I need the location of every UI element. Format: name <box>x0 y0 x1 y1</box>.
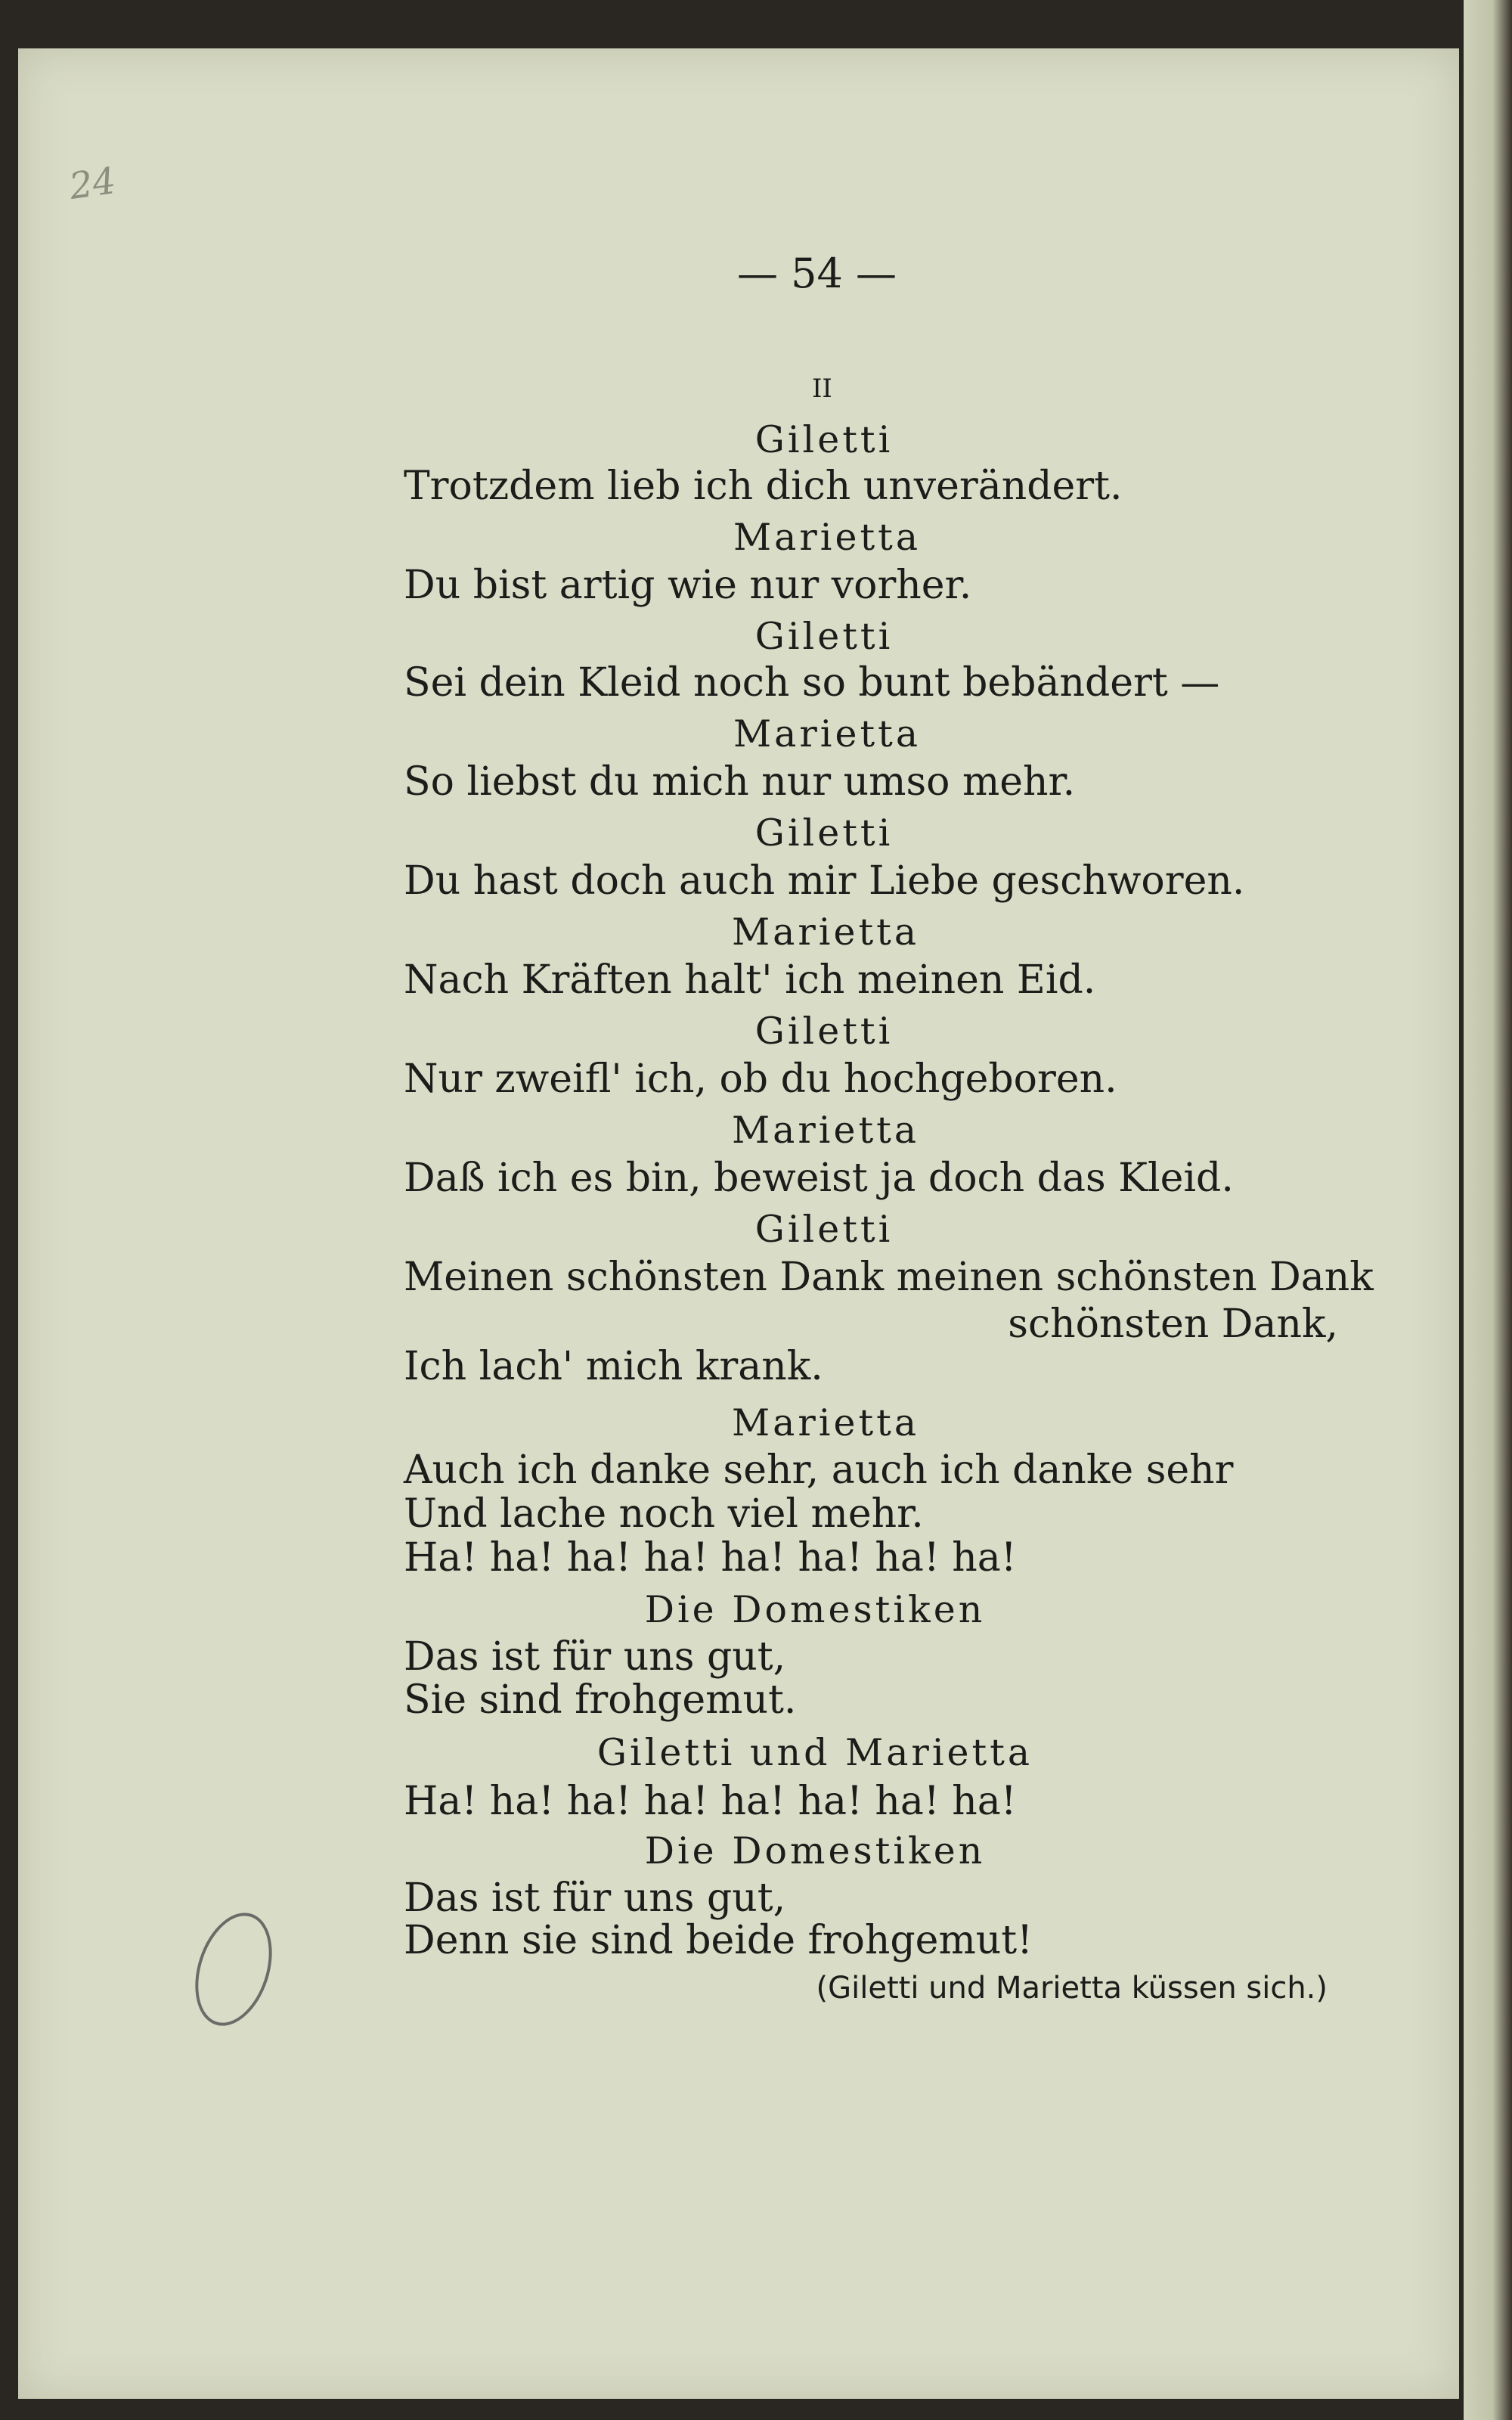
dialogue-line: Sie sind frohgemut. <box>404 1677 797 1723</box>
margin-note: 24 <box>67 160 119 208</box>
speaker-name: Marietta <box>731 1109 920 1152</box>
dialogue-line: Du hast doch auch mir Liebe geschworen. <box>404 858 1245 904</box>
stage-direction: (Giletti und Marietta küssen sich.) <box>816 1971 1328 2006</box>
dialogue-line: Nur zweifl' ich, ob du hochgeboren. <box>404 1056 1117 1102</box>
dialogue-line: Trotzdem lieb ich dich unverändert. <box>404 464 1123 509</box>
speaker-name: Marietta <box>731 1401 920 1444</box>
dialogue-line: Ha! ha! ha! ha! ha! ha! ha! ha! <box>404 1535 1017 1581</box>
dialogue-line: So liebst du mich nur umso mehr. <box>404 759 1076 805</box>
speaker-name: Marietta <box>733 712 922 755</box>
dialogue-line: Auch ich danke sehr, auch ich danke sehr <box>404 1447 1234 1493</box>
speaker-name: Die Domestiken <box>644 1829 986 1872</box>
speaker-name: Giletti <box>754 418 894 461</box>
dialogue-line: Daß ich es bin, beweist ja doch das Kleid. <box>404 1156 1234 1201</box>
dialogue-line: Meinen schönsten Dank meinen schönsten Dank <box>404 1255 1374 1300</box>
speaker-name: Giletti <box>754 1208 894 1251</box>
speaker-name: Giletti und Marietta <box>596 1731 1033 1774</box>
page-edge <box>1464 0 1512 2420</box>
dialogue-line: Sei dein Kleid noch so bunt bebändert — <box>404 660 1220 706</box>
dialogue-line: Nach Kräften halt' ich meinen Eid. <box>404 957 1096 1003</box>
dialogue-line: Und lache noch viel mehr. <box>404 1491 924 1537</box>
dialogue-line: Ich lach' mich krank. <box>404 1344 823 1389</box>
dialogue-line-continuation: schönsten Dank, <box>1008 1302 1338 1347</box>
speaker-name: Giletti <box>754 811 894 855</box>
speaker-name: Giletti <box>754 615 894 658</box>
speaker-name: Giletti <box>754 1010 894 1053</box>
speaker-name: Die Domestiken <box>644 1588 986 1631</box>
page-number: — 54 — <box>737 250 897 297</box>
book-page <box>18 48 1459 2399</box>
dialogue-line: Ha! ha! ha! ha! ha! ha! ha! ha! <box>404 1779 1017 1824</box>
dialogue-line: Du bist artig wie nur vorher. <box>404 563 972 608</box>
speaker-name: Marietta <box>733 516 922 559</box>
dialogue-line: Das ist für uns gut, <box>404 1634 786 1680</box>
dialogue-line: Denn sie sind beide frohgemut! <box>404 1918 1033 1963</box>
speaker-name: Marietta <box>731 911 920 954</box>
section-number: II <box>812 374 832 404</box>
dialogue-line: Das ist für uns gut, <box>404 1876 786 1921</box>
